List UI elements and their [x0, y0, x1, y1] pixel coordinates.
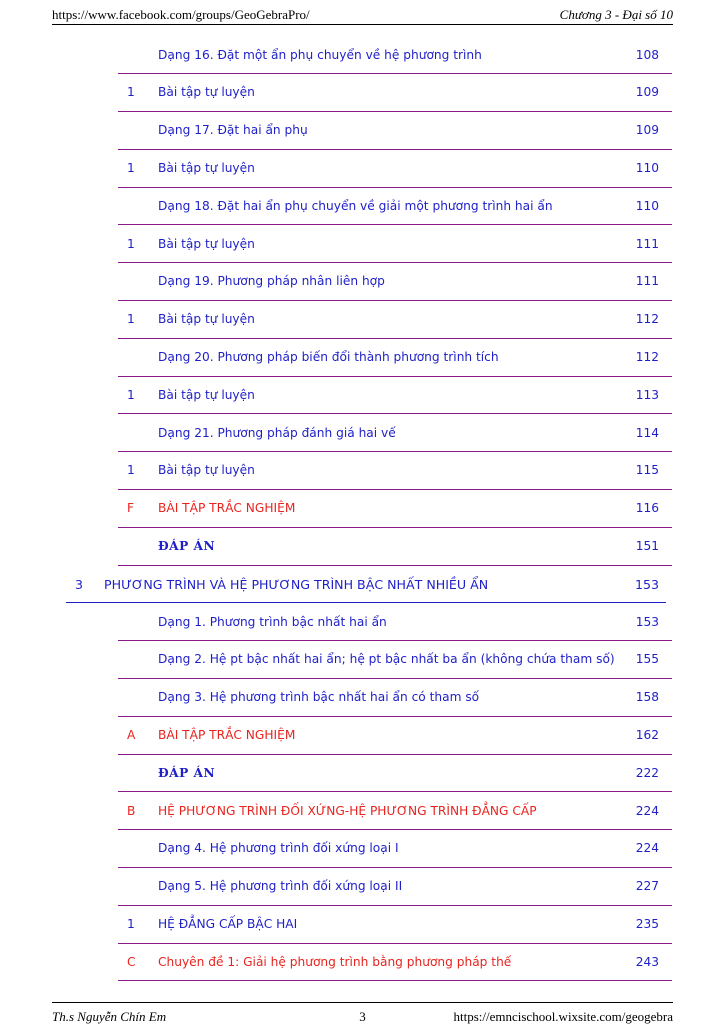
toc-row[interactable] [118, 415, 672, 453]
toc-item-page: 114 [635, 425, 659, 440]
toc-row[interactable] [118, 717, 672, 755]
toc-item-title[interactable]: Chuyên đề 1: Giải hệ phương trình bằng phương pháp thế [158, 954, 512, 969]
toc-item-number: F [127, 501, 135, 516]
toc-item-number: 1 [127, 160, 135, 175]
toc-row[interactable] [118, 755, 672, 793]
toc-item-page: 113 [635, 387, 659, 402]
toc-row[interactable] [118, 679, 672, 717]
toc-row[interactable] [118, 74, 672, 112]
toc-item-title[interactable]: ĐÁP ÁN [158, 538, 216, 553]
toc-row[interactable] [118, 301, 672, 339]
toc-item-title[interactable]: Bài tập tự luyện [158, 312, 255, 327]
toc-item-page: 111 [635, 274, 659, 289]
toc-item-title[interactable]: Dạng 5. Hệ phương trình đối xứng loại II [158, 879, 403, 894]
toc-row[interactable] [118, 528, 672, 566]
toc-item-title[interactable]: PHƯƠNG TRÌNH VÀ HỆ PHƯƠNG TRÌNH BẬC NHẤT NHIỀU ẨN [104, 576, 489, 592]
toc-row[interactable] [118, 830, 672, 868]
toc-chapter-row[interactable] [66, 566, 666, 604]
toc-item-title[interactable]: Bài tập tự luyện [158, 387, 255, 402]
toc-item-page: 109 [635, 123, 659, 138]
toc-item-title[interactable]: HỆ PHƯƠNG TRÌNH ĐỐI XỨNG-HỆ PHƯƠNG TRÌNH ĐẲNG CẤP [158, 803, 537, 818]
toc-item-page: 162 [635, 727, 659, 742]
toc-row[interactable] [118, 226, 672, 264]
page-header [52, 6, 673, 25]
toc-row[interactable] [118, 188, 672, 226]
toc-item-number: 1 [127, 387, 135, 402]
toc-item-page: 112 [635, 312, 659, 327]
toc-item-page: 235 [635, 916, 659, 931]
toc-item-title[interactable]: Dạng 3. Hệ phương trình bậc nhất hai ẩn có tham số [158, 690, 480, 705]
toc-row[interactable] [118, 944, 672, 982]
toc-item-number: 1 [127, 916, 135, 931]
toc-item-title[interactable]: Dạng 20. Phương pháp biến đổi thành phương trình tích [158, 349, 499, 364]
toc-item-title[interactable]: Bài tập tự luyện [158, 160, 255, 175]
toc-item-title[interactable]: HỆ ĐẲNG CẤP BẬC HAI [158, 916, 298, 931]
toc-row[interactable] [118, 377, 672, 415]
footer-website-url[interactable]: https://emncischool.wixsite.com/geogebra [453, 1009, 673, 1024]
toc-item-page: 153 [634, 576, 659, 592]
toc-item-number: 1 [127, 312, 135, 327]
toc-item-number: 1 [127, 85, 135, 100]
toc-item-page: 110 [635, 198, 659, 213]
toc-item-page: 115 [635, 463, 659, 478]
toc-item-page: 109 [635, 85, 659, 100]
toc-item-title[interactable]: Bài tập tự luyện [158, 463, 255, 478]
toc-item-number: A [127, 727, 136, 742]
toc-row[interactable] [118, 112, 672, 150]
toc-item-page: 112 [635, 349, 659, 364]
toc-item-page: 222 [635, 765, 659, 780]
toc-item-page: 155 [635, 652, 659, 667]
toc-item-title[interactable]: BÀI TẬP TRẮC NGHIỆM [158, 727, 296, 742]
page-footer [52, 1002, 673, 1025]
toc-item-title[interactable]: Dạng 19. Phương pháp nhân liên hợp [158, 274, 385, 289]
toc-item-title[interactable]: Dạng 2. Hệ pt bậc nhất hai ẩn; hệ pt bậc nhất ba ẩn (không chứa tham số) [158, 652, 615, 667]
toc-item-title[interactable]: Dạng 21. Phương pháp đánh giá hai vế [158, 425, 396, 440]
toc-item-number: B [127, 803, 136, 818]
header-group-url[interactable]: https://www.facebook.com/groups/GeoGebraPro/ [52, 7, 310, 22]
toc-row[interactable] [118, 793, 672, 831]
toc-item-page: 227 [635, 879, 659, 894]
footer-page-number: 3 [359, 1009, 366, 1024]
toc-item-title[interactable]: BÀI TẬP TRẮC NGHIỆM [158, 501, 296, 516]
toc-item-page: 110 [635, 160, 659, 175]
toc-item-page: 243 [635, 954, 659, 969]
toc-row[interactable] [118, 37, 672, 75]
footer-author: Th.s Nguyễn Chín Em [52, 1009, 167, 1024]
toc-item-number: 3 [75, 576, 84, 592]
toc-item-page: 158 [635, 690, 659, 705]
toc-item-title[interactable]: Dạng 1. Phương trình bậc nhất hai ẩn [158, 614, 387, 629]
header-chapter-title: Chương 3 - Đại số 10 [559, 7, 673, 22]
toc-row[interactable] [118, 641, 672, 679]
toc-item-title[interactable]: Bài tập tự luyện [158, 236, 255, 251]
toc-item-page: 224 [635, 841, 659, 856]
toc-item-page: 108 [635, 47, 659, 62]
toc-item-page: 153 [635, 614, 659, 629]
toc-item-title[interactable]: ĐÁP ÁN [158, 765, 216, 780]
toc-item-title[interactable]: Dạng 18. Đặt hai ẩn phụ chuyển về giải một phương trình hai ẩn [158, 198, 553, 213]
toc-row[interactable] [118, 339, 672, 377]
toc-item-number: 1 [127, 463, 135, 478]
toc-row[interactable] [118, 452, 672, 490]
toc-item-number: 1 [127, 236, 135, 251]
toc-item-title[interactable]: Dạng 16. Đặt một ẩn phụ chuyển về hệ phương trình [158, 47, 482, 62]
toc-item-page: 116 [635, 501, 659, 516]
toc-row[interactable] [118, 263, 672, 301]
toc-item-title[interactable]: Dạng 4. Hệ phương trình đối xứng loại I [158, 841, 399, 856]
toc-row[interactable] [118, 604, 672, 642]
toc-item-title[interactable]: Bài tập tự luyện [158, 85, 255, 100]
toc-item-page: 151 [635, 538, 659, 553]
toc-row[interactable] [118, 490, 672, 528]
toc-row[interactable] [118, 868, 672, 906]
toc-row[interactable] [118, 906, 672, 944]
toc-item-number: C [127, 954, 136, 969]
toc-item-page: 111 [635, 236, 659, 251]
toc-item-title[interactable]: Dạng 17. Đặt hai ẩn phụ [158, 123, 308, 138]
toc-row[interactable] [118, 150, 672, 188]
toc-item-page: 224 [635, 803, 659, 818]
